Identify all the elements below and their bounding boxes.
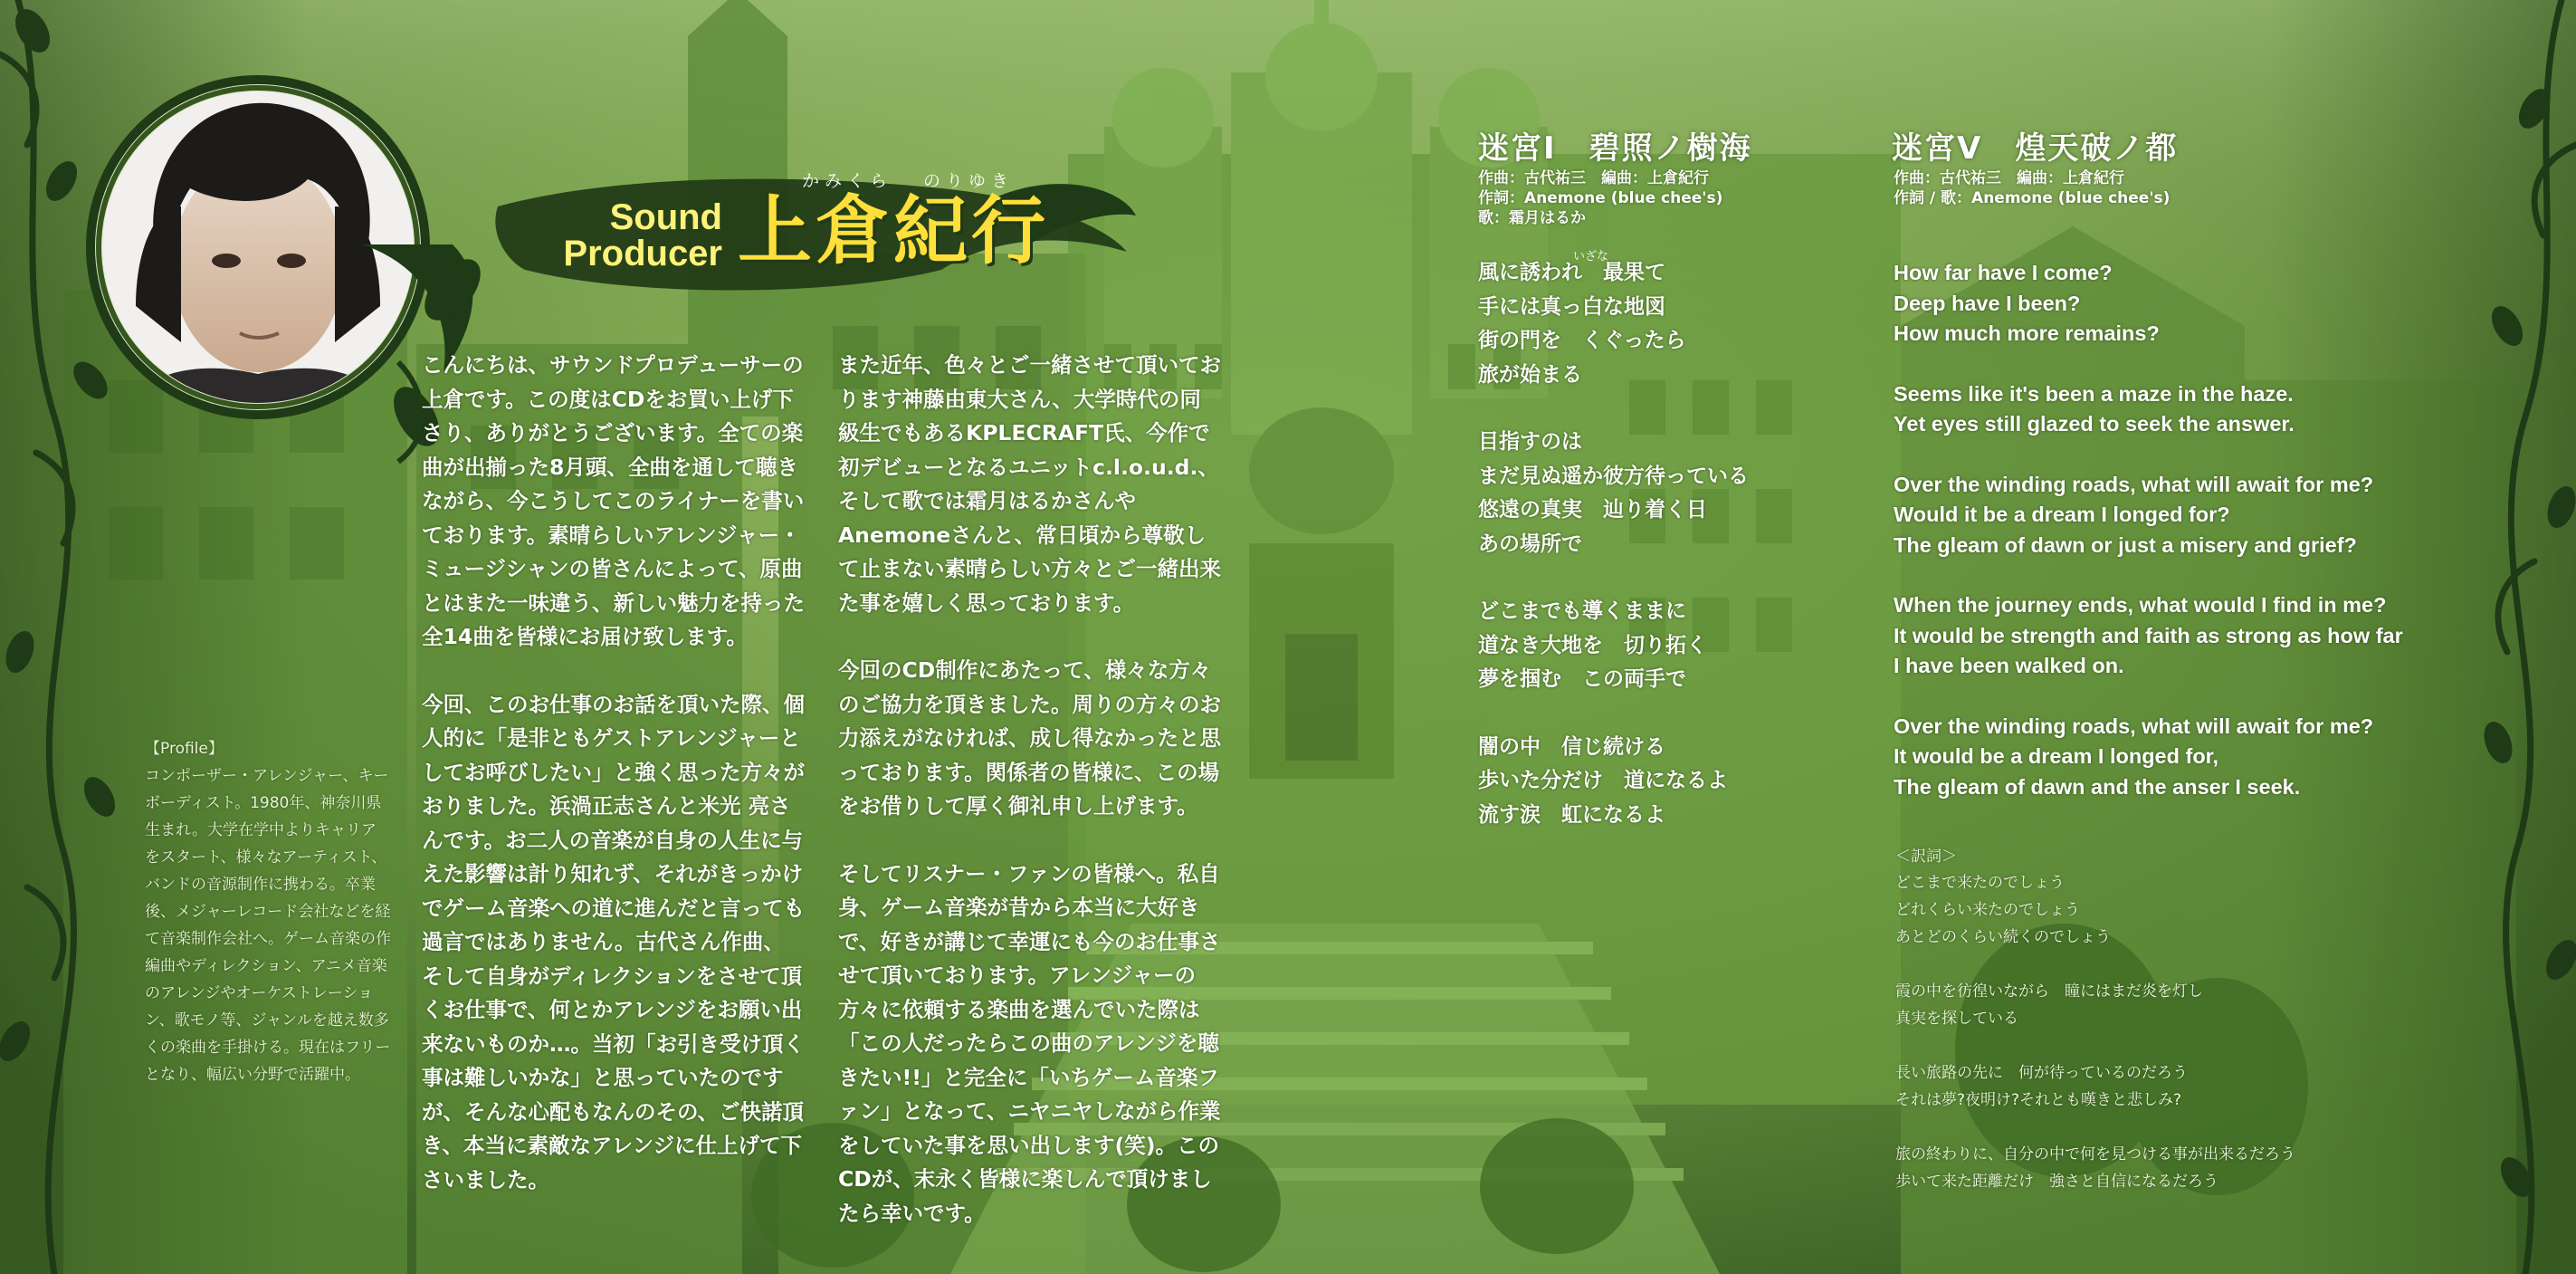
producer-name: 上倉紀行 [738,187,1050,274]
lyric-line: It would be strength and faith as strong as how far [1894,623,2403,647]
track-1-lyrics [1478,256,1885,866]
lyric-line: 風に誘われ 最果て [1478,261,1665,284]
translation-stanza [1895,1059,2457,1114]
lyric-stanza [1894,590,2455,682]
lyric-line: 闇の中 信じ続ける [1478,734,1665,759]
track-5-translation [1895,844,2457,1222]
message-paragraph: こんにちは、サウンドプロデューサーの上倉です。この度はCDをお買い上げ下さり、ありがとうございます。全ての楽曲が出揃った8月頭、全曲を通して聴きながら、今こうしてこのライナーを書いております。素晴らしいアレンジャー・ミュージシャンの皆さんによって、原曲とはまた一味違う、新しい魅力を持った全14曲を皆様にお届け致します。 [422,352,805,649]
translation-line: 長い旅路の先に 何が待っているのだろう [1895,1064,2188,1082]
lyric-line: Would it be a dream I longed for? [1894,503,2230,526]
name-ruby-given: のりゆき [923,171,1015,191]
lyric-line: I have been walked on. [1894,654,2124,677]
lyric-line: 流す涙 虹になるよ [1478,802,1665,827]
role-line-2: Producer [563,234,722,273]
track-5-lyrics [1894,258,2455,832]
credit-line: 作詞 / 歌：Anemone (blue chee's) [1894,189,2171,207]
profile-heading: 【Profile】 [145,740,224,758]
translation-stanza [1895,869,2457,951]
message-paragraph: そしてリスナー・ファンの皆様へ。私自身、ゲーム音楽が昔から本当に大好きで、好きが講じて幸運にも今のお仕事させて頂いております。アレンジャーの方々に依頼する楽曲を選んでいた際は「この人だったらこの曲のアレンジを聴きたい!!」と完全に「いちゲーム音楽ファン」となって、ニヤニヤしながら作業をしていた事を思い出します(笑)。このCDが、末永く皆様に楽しんで頂けましたら幸いです。 [838,860,1221,1226]
lyric-line: Deep have I been? [1894,291,2081,315]
profile-block [145,735,391,1088]
translation-stanza [1895,1141,2457,1195]
lyric-line: 道なき大地を 切り拓く [1478,633,1707,657]
lyric-stanza [1478,256,1885,392]
message-column-1 [422,349,806,1231]
message-paragraph: また近年、色々とご一緒させて頂いております神藤由東大さん、大学時代の同級生でもあるKPLECRAFT氏、今作で初デビューとなるユニットc.l.o.u.d.、そして歌では霜月はるかさんやAnemoneさんと、常日頃から尊敬して止まない素晴らしい方々とご一緒出来た事を嬉しく思っております。 [838,352,1221,616]
lyric-line: 悠遠の真実 辿り着く日 [1478,498,1707,522]
translation-line: 真実を探している [1895,1010,2018,1028]
lyric-stanza [1894,379,2455,440]
track-1-title: 迷宮Ⅰ 碧照ノ樹海 [1478,130,1752,167]
lyric-line: How far have I come? [1894,261,2113,284]
lyric-line: 旅が始まる [1478,362,1582,387]
translation-line: どこまで来たのでしょう [1895,874,2065,892]
lyric-line: 歩いた分だけ 道になるよ [1478,769,1728,792]
lyric-line: Over the winding roads, what will await for me? [1894,472,2374,496]
lyric-line: How much more remains? [1894,321,2160,345]
message-column-2 [838,349,1222,1264]
translation-line: それは夢?夜明け?それとも嘆きと悲しみ? [1895,1091,2182,1109]
lyric-line: 街の門を くぐったら [1478,329,1686,352]
lyric-line: 目指すのは [1478,430,1582,454]
credit-line: 歌：霜月はるか [1478,209,1586,227]
lyric-line: Yet eyes still glazed to seek the answer. [1894,412,2295,436]
translation-line: どれくらい来たのでしょう [1895,901,2080,919]
lyric-line: どこまでも導くままに [1478,599,1686,623]
role-label [532,199,722,272]
lyric-line: When the journey ends, what would I find in me? [1894,593,2387,617]
lyric-line: It would be a dream I longed for, [1894,744,2219,768]
lyric-line: The gleam of dawn and the anser I seek. [1894,774,2301,799]
translation-stanza [1895,978,2457,1032]
translation-line: 歩いて来た距離だけ 強さと自信になるだろう [1895,1173,2218,1191]
credit-line: 作曲：古代祐三 編曲：上倉紀行 [1894,169,2124,187]
lyric-line: Over the winding roads, what will await for me? [1894,714,2374,738]
lyric-ruby: いざな [1573,250,1609,263]
lyric-line: 手には真っ白な地図 [1478,294,1665,319]
lyric-stanza [1894,470,2455,561]
translation-line: 霞の中を彷徨いながら 瞳にはまだ炎を灯し [1895,982,2203,1001]
credit-line: 作詞：Anemone (blue chee's) [1478,189,1723,207]
lyric-stanza [1478,426,1885,561]
message-paragraph: 今回のCD制作にあたって、様々な方々のご協力を頂きました。周りの方々のお力添えがなければ、成し得なかったと思っております。関係者の皆様に、この場をお借りして厚く御礼申し上げます。 [838,657,1221,819]
lyric-line: あの場所で [1478,532,1582,556]
track-1-credits [1478,168,1822,228]
translation-line: 旅の終わりに、自分の中で何を見つける事が出来るだろう [1895,1145,2295,1164]
lyric-line: The gleam of dawn or just a misery and grief? [1894,532,2357,557]
track-5-credits [1894,168,2237,208]
role-line-1: Sound [609,197,722,237]
track-5-title: 迷宮Ⅴ 煌天破ノ都 [1892,130,2179,167]
name-ruby-family: かみくら [802,171,893,191]
lyric-line: 夢を掴む この両手で [1478,667,1686,691]
message-paragraph: 今回、このお仕事のお話を頂いた際、個人的に「是非ともゲストアレンジャーとしてお呼びしたい」と強く思った方々がおりました。浜渦正志さんと米光 亮さんです。お二人の音楽が自身の人生に与えた影響は計り知れず、それがきっかけでゲーム音楽への道に進んだと言っても過言ではありません。古代さん作曲、そして自身がディレクションをさせて頂くお仕事で、何とかアレンジをお願い出来ないものか…。当初「お引き受け頂く事は難しいかな」と思っていたのですが、そんな心配もなんのその、ご快諾頂き、本当に素敵なアレンジに仕上げて下さいました。 [422,691,805,1193]
credit-line: 作曲：古代祐三 編曲：上倉紀行 [1478,169,1709,187]
lyric-line: まだ見ぬ遥か彼方待っている [1478,464,1749,488]
lyric-stanza [1478,595,1885,697]
lyric-stanza [1894,712,2455,803]
lyric-stanza [1478,731,1885,833]
lyric-line: Seems like it's been a maze in the haze. [1894,381,2294,406]
translation-line: あとどのくらい続くのでしょう [1895,928,2111,946]
lyric-stanza [1894,258,2455,350]
profile-text: コンポーザー・アレンジャー、キーボーディスト。1980年、神奈川県生まれ。大学在学中よりキャリアをスタート、様々なアーティスト、バンドの音源制作に携わる。卒業後、メジャーレコード会社などを経て音楽制作会社へ。ゲーム音楽の作編曲やディレクション、アニメ音楽のアレンジやオーケストレーション、歌モノ等、ジャンルを越え数多くの楽曲を手掛ける。現在はフリーとなり、幅広い分野で活躍中。 [145,767,391,1084]
translation-heading: ＜訳詞＞ [1895,848,1957,866]
